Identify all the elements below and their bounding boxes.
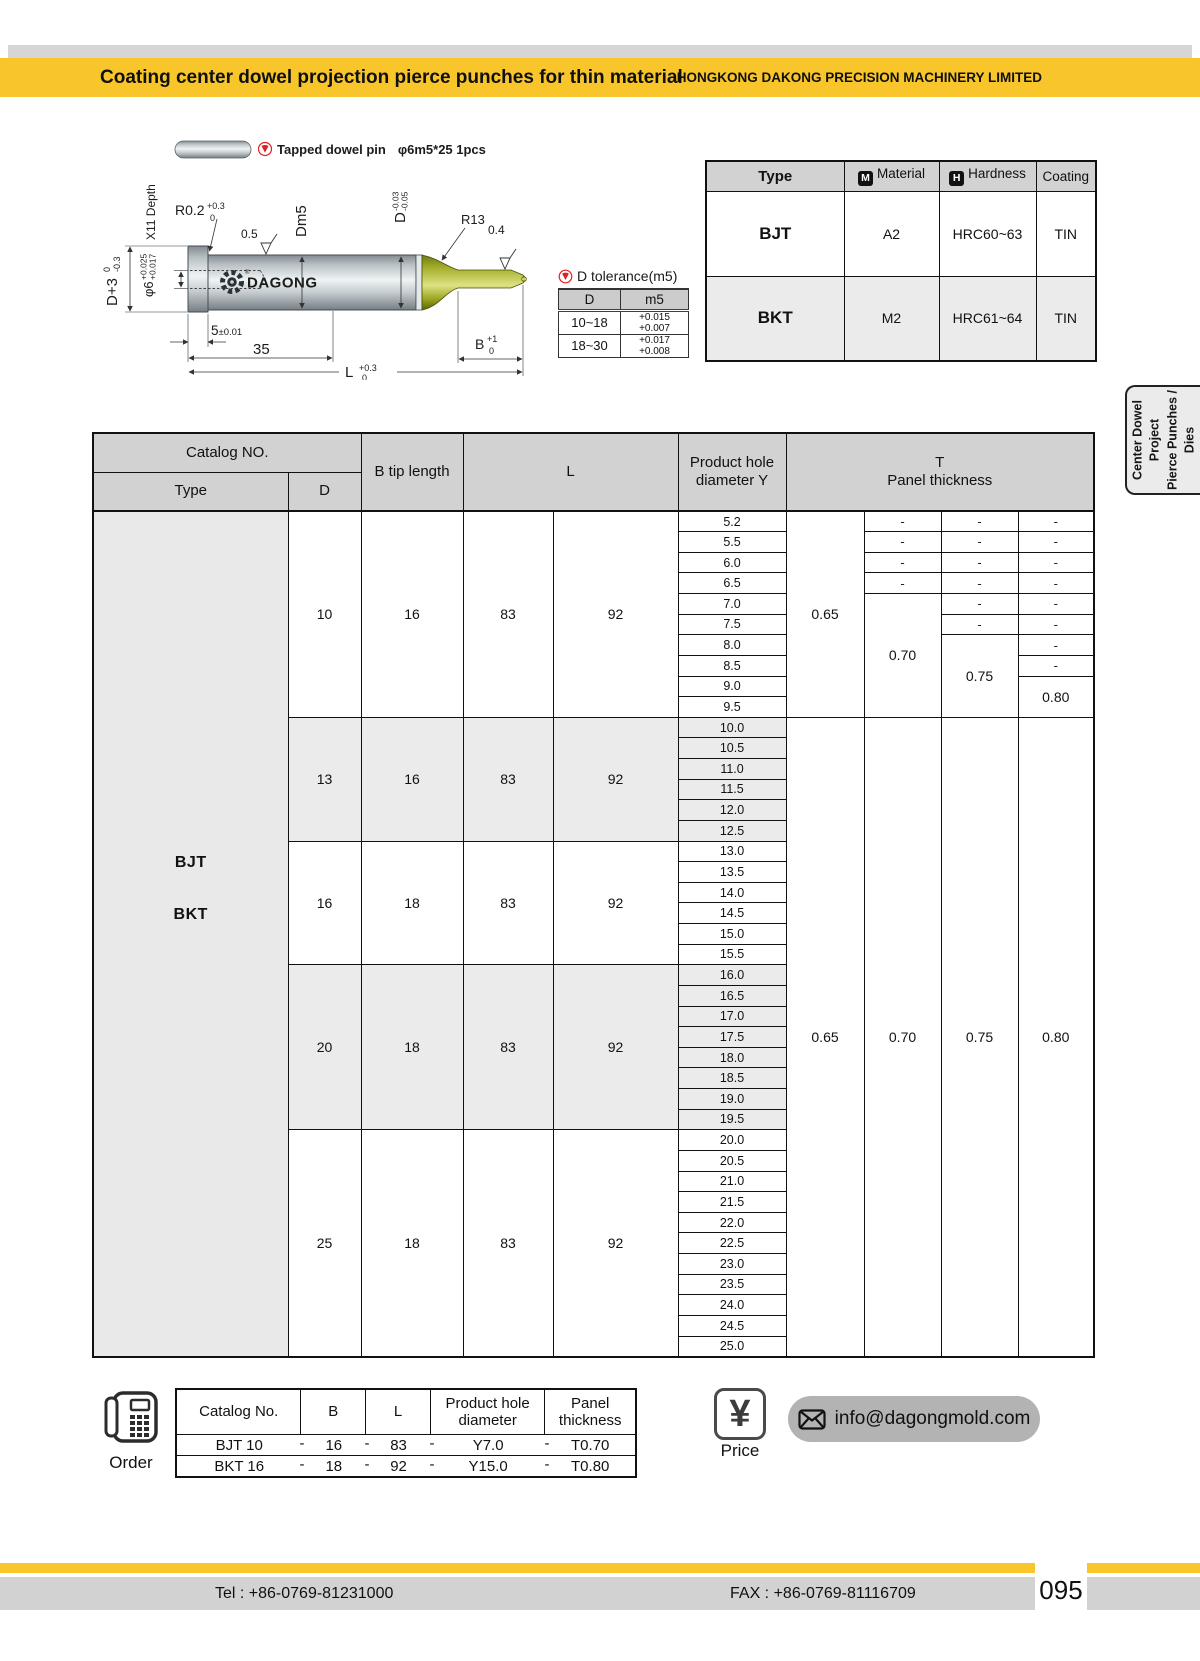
b-tip-length-cell: 16 bbox=[361, 717, 463, 841]
order-header-cell: L bbox=[366, 1390, 431, 1434]
order-value: BKT 16 bbox=[214, 1457, 265, 1475]
order-header-cell: Product hole diameter bbox=[431, 1390, 546, 1434]
hole-diameter-cell: 9.5 bbox=[678, 697, 786, 718]
spec-row-bjt bbox=[706, 191, 1096, 276]
spec-col-type: Type bbox=[706, 161, 844, 191]
punch-technical-drawing bbox=[95, 135, 540, 380]
tolerance-header-row bbox=[559, 289, 689, 310]
yen-symbol: ¥ bbox=[729, 1393, 751, 1435]
hole-diameter-cell: 24.0 bbox=[678, 1295, 786, 1316]
svg-text:φ6: φ6 bbox=[141, 281, 156, 297]
panel-thickness-dash: - bbox=[864, 532, 941, 553]
hole-diameter-cell: 20.5 bbox=[678, 1150, 786, 1171]
hole-diameter-cell: 17.5 bbox=[678, 1027, 786, 1048]
hole-diameter-cell: 23.0 bbox=[678, 1254, 786, 1275]
svg-text:0.5: 0.5 bbox=[241, 227, 258, 241]
panel-thickness-cell: 0.80 bbox=[1018, 676, 1094, 717]
title-bar bbox=[0, 58, 1200, 97]
hole-diameter-cell: 5.5 bbox=[678, 532, 786, 553]
price-label: Price bbox=[720, 1441, 760, 1460]
l-value-cell: 83 bbox=[463, 511, 553, 717]
hole-diameter-cell: 21.5 bbox=[678, 1192, 786, 1213]
svg-text:+10: +1 0 bbox=[487, 334, 498, 356]
svg-text:0.4: 0.4 bbox=[488, 223, 505, 237]
hole-diameter-cell: 6.5 bbox=[678, 573, 786, 594]
order-value: Y7.0 bbox=[472, 1436, 504, 1454]
hole-diameter-cell: 10.0 bbox=[678, 717, 786, 738]
l-value-cell: 83 bbox=[463, 1130, 553, 1357]
d-value-cell: 16 bbox=[288, 841, 361, 965]
svg-text:D: D bbox=[392, 212, 409, 223]
panel-thickness-dash: - bbox=[941, 594, 1018, 615]
spec-type-value: BKT bbox=[706, 276, 844, 361]
fax-icon bbox=[102, 1388, 160, 1446]
hole-diameter-cell: 19.0 bbox=[678, 1089, 786, 1110]
svg-text:0-0.3: 0-0.3 bbox=[102, 256, 122, 272]
red-mark-icon bbox=[259, 143, 272, 156]
d-value-cell: 13 bbox=[288, 717, 361, 841]
svg-text:B: B bbox=[475, 336, 485, 352]
hole-diameter-cell: 15.5 bbox=[678, 944, 786, 965]
spec-coating-value: TIN bbox=[1036, 276, 1096, 361]
order-value: BJT 10 bbox=[215, 1436, 263, 1454]
hole-diameter-cell: 9.0 bbox=[678, 676, 786, 697]
order-dash-separator: - bbox=[429, 1435, 435, 1453]
hole-diameter-cell: 8.0 bbox=[678, 635, 786, 656]
panel-thickness-cell: 0.75 bbox=[941, 635, 1018, 718]
hole-diameter-cell: 7.0 bbox=[678, 594, 786, 615]
panel-thickness-dash: - bbox=[1018, 573, 1094, 594]
panel-thickness-cell: 0.75 bbox=[941, 717, 1018, 1356]
footer-yellow-bar bbox=[0, 1563, 1035, 1573]
email-contact[interactable] bbox=[788, 1396, 1040, 1442]
red-mark-icon bbox=[558, 269, 573, 284]
tolerance-col-d: D bbox=[559, 289, 621, 310]
panel-thickness-cell: 0.65 bbox=[786, 511, 864, 717]
panel-thickness-dash: - bbox=[1018, 635, 1094, 656]
order-dash-separator: - bbox=[544, 1456, 550, 1474]
panel-thickness-dash: - bbox=[1018, 594, 1094, 615]
hole-diameter-cell: 7.5 bbox=[678, 614, 786, 635]
hole-diameter-cell: 12.5 bbox=[678, 820, 786, 841]
spec-col-hardness: H Hardness bbox=[939, 161, 1036, 191]
b-tip-length-cell: 18 bbox=[361, 1130, 463, 1357]
order-value: 16 bbox=[325, 1436, 343, 1454]
header-b-tip-length: B tip length bbox=[361, 433, 463, 511]
panel-thickness-dash: - bbox=[941, 552, 1018, 573]
dplus3-label bbox=[102, 256, 122, 306]
panel-thickness-dash: - bbox=[1018, 655, 1094, 676]
tolerance-col-m5: m5 bbox=[621, 289, 689, 310]
hole-diameter-cell: 10.5 bbox=[678, 738, 786, 759]
svg-text:-0.03-0.05: -0.03-0.05 bbox=[390, 191, 410, 211]
hole-diameter-cell: 6.0 bbox=[678, 552, 786, 573]
footer-fax: FAX : +86-0769-81116709 bbox=[730, 1585, 916, 1602]
footer-gray-bar bbox=[1087, 1577, 1200, 1610]
order-dash-separator: - bbox=[299, 1435, 305, 1453]
finish-mark-tip bbox=[488, 223, 516, 269]
panel-thickness-dash: - bbox=[1018, 552, 1094, 573]
hole-diameter-cell: 20.0 bbox=[678, 1130, 786, 1151]
logo-text: DAGONG bbox=[247, 274, 318, 292]
svg-text:R0.2: R0.2 bbox=[175, 202, 205, 218]
section-side-tab[interactable] bbox=[1125, 385, 1200, 495]
order-value: T0.80 bbox=[571, 1457, 610, 1475]
order-value: 18 bbox=[325, 1457, 343, 1475]
r02-label bbox=[175, 201, 225, 251]
spec-material-value: A2 bbox=[844, 191, 939, 276]
order-table-header bbox=[177, 1390, 635, 1434]
d-value-cell: 20 bbox=[288, 965, 361, 1130]
spec-type-value: BJT bbox=[706, 191, 844, 276]
footer-tel: Tel : +86-0769-81231000 bbox=[215, 1585, 394, 1602]
b-tip-length-cell: 18 bbox=[361, 841, 463, 965]
hole-diameter-cell: 16.5 bbox=[678, 985, 786, 1006]
order-header-cell: Catalog No. bbox=[177, 1390, 301, 1434]
flange-dim bbox=[170, 314, 242, 362]
hole-diameter-cell: 21.0 bbox=[678, 1171, 786, 1192]
catalog-table-header bbox=[93, 433, 1094, 511]
panel-thickness-dash: - bbox=[941, 532, 1018, 553]
order-example-row bbox=[177, 1455, 635, 1476]
header-type: Type bbox=[93, 472, 288, 511]
svg-text:D+3: D+3 bbox=[104, 278, 121, 306]
type-label: BKT bbox=[173, 905, 208, 923]
hole-diameter-cell: 11.0 bbox=[678, 759, 786, 780]
d-value-cell: 25 bbox=[288, 1130, 361, 1357]
panel-thickness-dash: - bbox=[941, 614, 1018, 635]
hole-diameter-cell: 23.5 bbox=[678, 1274, 786, 1295]
svg-text:L: L bbox=[345, 364, 354, 380]
panel-thickness-dash: - bbox=[1018, 532, 1094, 553]
tolerance-row bbox=[559, 334, 689, 357]
panel-thickness-cell: 0.70 bbox=[864, 594, 941, 718]
l-value-cell: 92 bbox=[553, 717, 678, 841]
dowel-pin-image bbox=[175, 141, 251, 158]
svg-text:5±0.01: 5±0.01 bbox=[211, 323, 243, 338]
side-tab-text: Center Dowel Project Pierce Punches / Dies bbox=[1129, 389, 1196, 491]
tolerance-title: D tolerance(m5) bbox=[558, 268, 677, 284]
tolerance-m5-value: +0.015 +0.007 bbox=[621, 310, 689, 334]
panel-thickness-dash: - bbox=[1018, 511, 1094, 532]
panel-thickness-dash: - bbox=[864, 573, 941, 594]
hole-diameter-cell: 22.0 bbox=[678, 1212, 786, 1233]
panel-thickness-dash: - bbox=[941, 511, 1018, 532]
spec-material-value: M2 bbox=[844, 276, 939, 361]
top-gray-bar bbox=[8, 45, 1192, 58]
hole-diameter-cell: 14.5 bbox=[678, 903, 786, 924]
l-value-cell: 92 bbox=[553, 841, 678, 965]
spec-col-material: M Material bbox=[844, 161, 939, 191]
header-l: L bbox=[463, 433, 678, 511]
order-header-cell: B bbox=[301, 1390, 366, 1434]
order-value: 92 bbox=[390, 1457, 407, 1475]
order-value: 83 bbox=[390, 1436, 407, 1454]
hole-diameter-cell: 8.5 bbox=[678, 655, 786, 676]
d-value-cell: 10 bbox=[288, 511, 361, 717]
envelope-icon bbox=[798, 1409, 826, 1430]
order-header-cell: Panel thickness bbox=[558, 1394, 622, 1429]
hole-diameter-cell: 15.0 bbox=[678, 924, 786, 945]
svg-text:+0.30: +0.3 0 bbox=[207, 201, 225, 223]
hole-diameter-cell: 25.0 bbox=[678, 1336, 786, 1357]
phi6-label bbox=[139, 253, 158, 297]
type-cell bbox=[93, 511, 288, 1357]
svg-text:X11 Depth: X11 Depth bbox=[144, 184, 158, 240]
order-dash-separator: - bbox=[364, 1435, 370, 1453]
svg-text:R13: R13 bbox=[461, 212, 485, 227]
b-tip-length-cell: 16 bbox=[361, 511, 463, 717]
price-icon bbox=[714, 1388, 766, 1440]
tolerance-table bbox=[558, 288, 689, 358]
l-value-cell: 92 bbox=[553, 511, 678, 717]
hole-diameter-cell: 13.0 bbox=[678, 841, 786, 862]
order-example-row bbox=[177, 1434, 635, 1455]
panel-thickness-dash: - bbox=[1018, 614, 1094, 635]
l-value-cell: 92 bbox=[553, 1130, 678, 1357]
hole-diameter-cell: 12.0 bbox=[678, 800, 786, 821]
spec-row-bkt bbox=[706, 276, 1096, 361]
svg-text:®: ® bbox=[245, 270, 250, 276]
header-catalog-no: Catalog NO. bbox=[93, 433, 361, 472]
punch-body-shape bbox=[188, 246, 526, 312]
main-table-body bbox=[93, 511, 1094, 1357]
tip-length-dim bbox=[458, 285, 523, 376]
order-dash-separator: - bbox=[429, 1456, 435, 1474]
spec-col-coating: Coating bbox=[1036, 161, 1096, 191]
hole-diameter-cell: 19.5 bbox=[678, 1109, 786, 1130]
header-d: D bbox=[288, 472, 361, 511]
overall-length-dim bbox=[189, 363, 522, 380]
order-label: Order bbox=[109, 1453, 153, 1472]
hole-diameter-cell: 17.0 bbox=[678, 1006, 786, 1027]
company-name: HONGKONG DAKONG PRECISION MACHINERY LIMITED bbox=[676, 70, 1042, 85]
spec-hardness-value: HRC61~64 bbox=[939, 276, 1036, 361]
panel-thickness-dash: - bbox=[864, 511, 941, 532]
tolerance-d-range: 18~30 bbox=[559, 334, 621, 357]
b-tip-length-cell: 18 bbox=[361, 965, 463, 1130]
x11-depth-label bbox=[144, 184, 158, 240]
spec-coating-value: TIN bbox=[1036, 191, 1096, 276]
tolerance-d-range: 10~18 bbox=[559, 310, 621, 334]
hole-diameter-cell: 22.5 bbox=[678, 1233, 786, 1254]
order-dash-separator: - bbox=[299, 1456, 305, 1474]
header-panel-thickness: T Panel thickness bbox=[786, 433, 1094, 511]
hole-diameter-cell: 18.0 bbox=[678, 1047, 786, 1068]
material-icon: M bbox=[858, 171, 873, 186]
order-value: T0.70 bbox=[571, 1436, 610, 1454]
panel-thickness-cell: 0.80 bbox=[1018, 717, 1094, 1356]
spec-hardness-value: HRC60~63 bbox=[939, 191, 1036, 276]
type-label: BJT bbox=[174, 853, 207, 871]
dowel-pin-label: Tapped dowel pin φ6m5*25 1pcs bbox=[277, 142, 486, 157]
price-section bbox=[712, 1388, 768, 1461]
hole-diameter-cell: 13.5 bbox=[678, 862, 786, 883]
page-title: Coating center dowel projection pierce punches for thin material bbox=[100, 67, 683, 88]
catalog-table-row bbox=[93, 511, 1094, 532]
panel-thickness-cell: 0.70 bbox=[864, 717, 941, 1356]
panel-thickness-dash: - bbox=[941, 573, 1018, 594]
hardness-icon: H bbox=[949, 171, 964, 186]
order-section bbox=[100, 1388, 162, 1473]
l-value-cell: 83 bbox=[463, 965, 553, 1130]
order-dash-separator: - bbox=[364, 1456, 370, 1474]
material-spec-table bbox=[705, 160, 1097, 362]
l-value-cell: 83 bbox=[463, 841, 553, 965]
svg-text:+0.025+0.017: +0.025+0.017 bbox=[138, 253, 158, 280]
punch-tip-shape bbox=[422, 255, 525, 310]
panel-thickness-cell: 0.65 bbox=[786, 717, 864, 1356]
hole-diameter-cell: 18.5 bbox=[678, 1068, 786, 1089]
l-value-cell: 83 bbox=[463, 717, 553, 841]
order-example-table bbox=[175, 1388, 637, 1478]
panel-thickness-dash: - bbox=[864, 552, 941, 573]
hole-diameter-cell: 11.5 bbox=[678, 779, 786, 800]
page-number: 095 bbox=[1039, 1575, 1083, 1605]
tolerance-row bbox=[559, 310, 689, 334]
hole-diameter-cell: 14.0 bbox=[678, 882, 786, 903]
svg-text:35: 35 bbox=[253, 341, 270, 358]
header-product-hole: Product hole diameter Y bbox=[678, 433, 786, 511]
finish-mark-body bbox=[241, 227, 277, 254]
svg-text:Dm5: Dm5 bbox=[293, 205, 310, 237]
hole-diameter-cell: 16.0 bbox=[678, 965, 786, 986]
spec-header-row bbox=[706, 161, 1096, 191]
hole-diameter-cell: 5.2 bbox=[678, 511, 786, 532]
svg-text:+0.30: +0.3 0 bbox=[359, 363, 377, 380]
order-value: Y15.0 bbox=[468, 1457, 508, 1475]
tolerance-m5-value: +0.017 +0.008 bbox=[621, 334, 689, 357]
email-address: info@dagongmold.com bbox=[834, 1408, 1031, 1429]
r13-label bbox=[442, 212, 485, 260]
footer-yellow-bar bbox=[1087, 1563, 1200, 1573]
l-value-cell: 92 bbox=[553, 965, 678, 1130]
order-dash-separator: - bbox=[544, 1435, 550, 1453]
catalog-table bbox=[92, 432, 1095, 1358]
hole-diameter-cell: 24.5 bbox=[678, 1315, 786, 1336]
